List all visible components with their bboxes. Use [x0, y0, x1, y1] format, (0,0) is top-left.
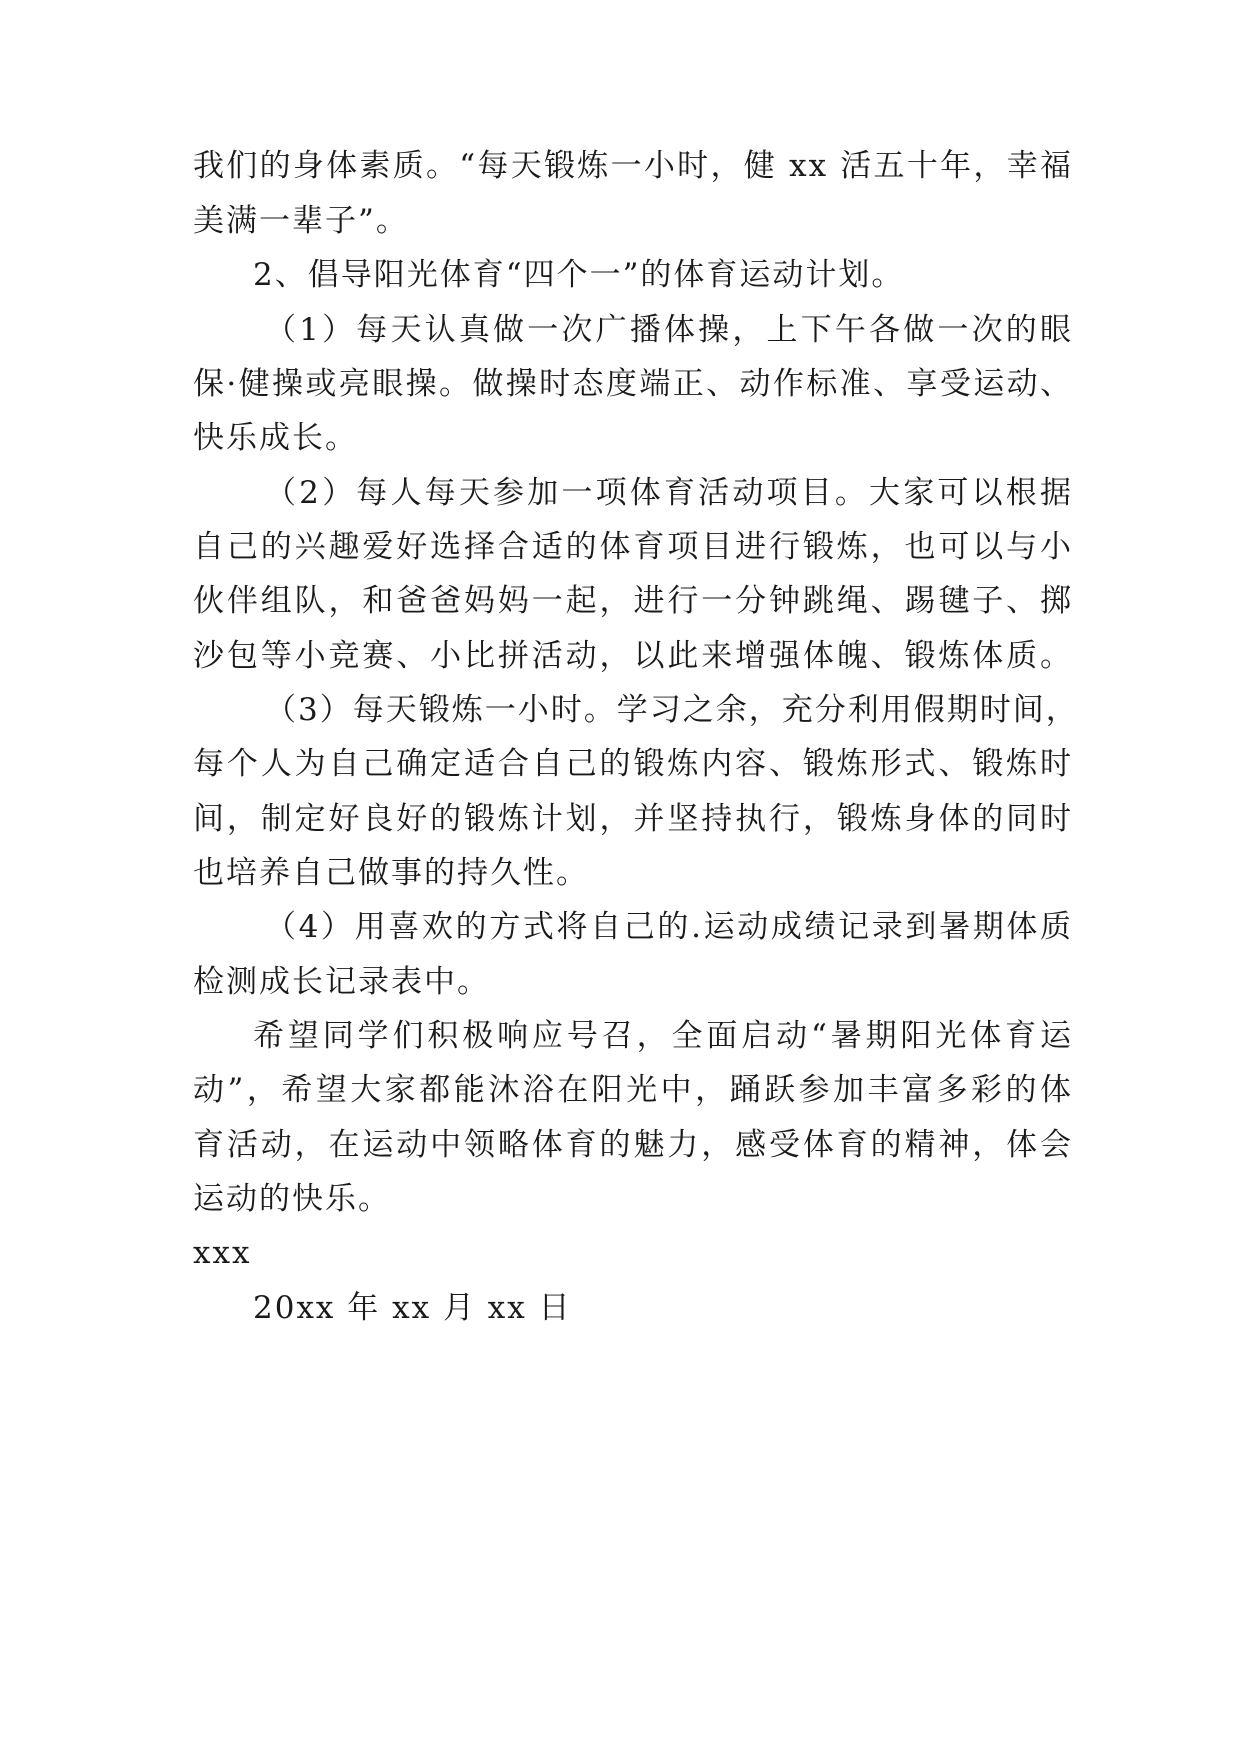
paragraph-line: 希望同学们积极响应号召，全面启动“暑期阳光体育运 — [253, 1018, 1073, 1054]
paragraph-line: （1）每天认真做一次广播体操，上下午各做一次的眼 — [265, 312, 1073, 348]
paragraph-line: 检测成长记录表中。 — [193, 964, 490, 1000]
paragraph-line: 我们的身体素质。“每天锻炼一小时，健 xx 活五十年，幸福 — [193, 148, 1073, 184]
paragraph-line: （2）每人每天参加一项体育活动项目。大家可以根据 — [265, 475, 1073, 511]
paragraph-line: 每个人为自己确定适合自己的锻炼内容、锻炼形式、锻炼时 — [193, 746, 1073, 782]
signature: xxx — [193, 1235, 252, 1271]
paragraph-line: 也培养自己做事的持久性。 — [193, 855, 589, 891]
paragraph-line: 沙包等小竞赛、小比拼活动，以此来增强体魄、锻炼体质。 — [193, 638, 1073, 674]
paragraph-line: 育活动，在运动中领略体育的魅力，感受体育的精神，体会 — [193, 1127, 1073, 1163]
paragraph-line: 伙伴组队，和爸爸妈妈一起，进行一分钟跳绳、踢毽子、掷 — [193, 583, 1073, 619]
paragraph-line: 动”，希望大家都能沐浴在阳光中，踊跃参加丰富多彩的体 — [193, 1072, 1073, 1108]
paragraph-line: 快乐成长。 — [193, 420, 358, 456]
paragraph-line: （3）每天锻炼一小时。学习之余，充分利用假期时间， — [265, 692, 1079, 728]
paragraph-line: 自己的兴趣爱好选择合适的体育项目进行锻炼，也可以与小 — [193, 529, 1073, 565]
paragraph-line: 间，制定好良好的锻炼计划，并坚持执行，锻炼身体的同时 — [193, 801, 1073, 837]
paragraph-line: 运动的快乐。 — [193, 1181, 391, 1217]
paragraph-line: 保·健操或亮眼操。做操时态度端正、动作标准、享受运动、 — [193, 366, 1073, 402]
section-heading: 2、倡导阳光体育“四个一”的体育运动计划。 — [253, 257, 905, 293]
paragraph-line: 美满一辈子”。 — [193, 203, 409, 239]
paragraph-line: （4）用喜欢的方式将自己的.运动成绩记录到暑期体质 — [265, 909, 1073, 945]
date-line: 20xx 年 xx 月 xx 日 — [253, 1290, 572, 1326]
